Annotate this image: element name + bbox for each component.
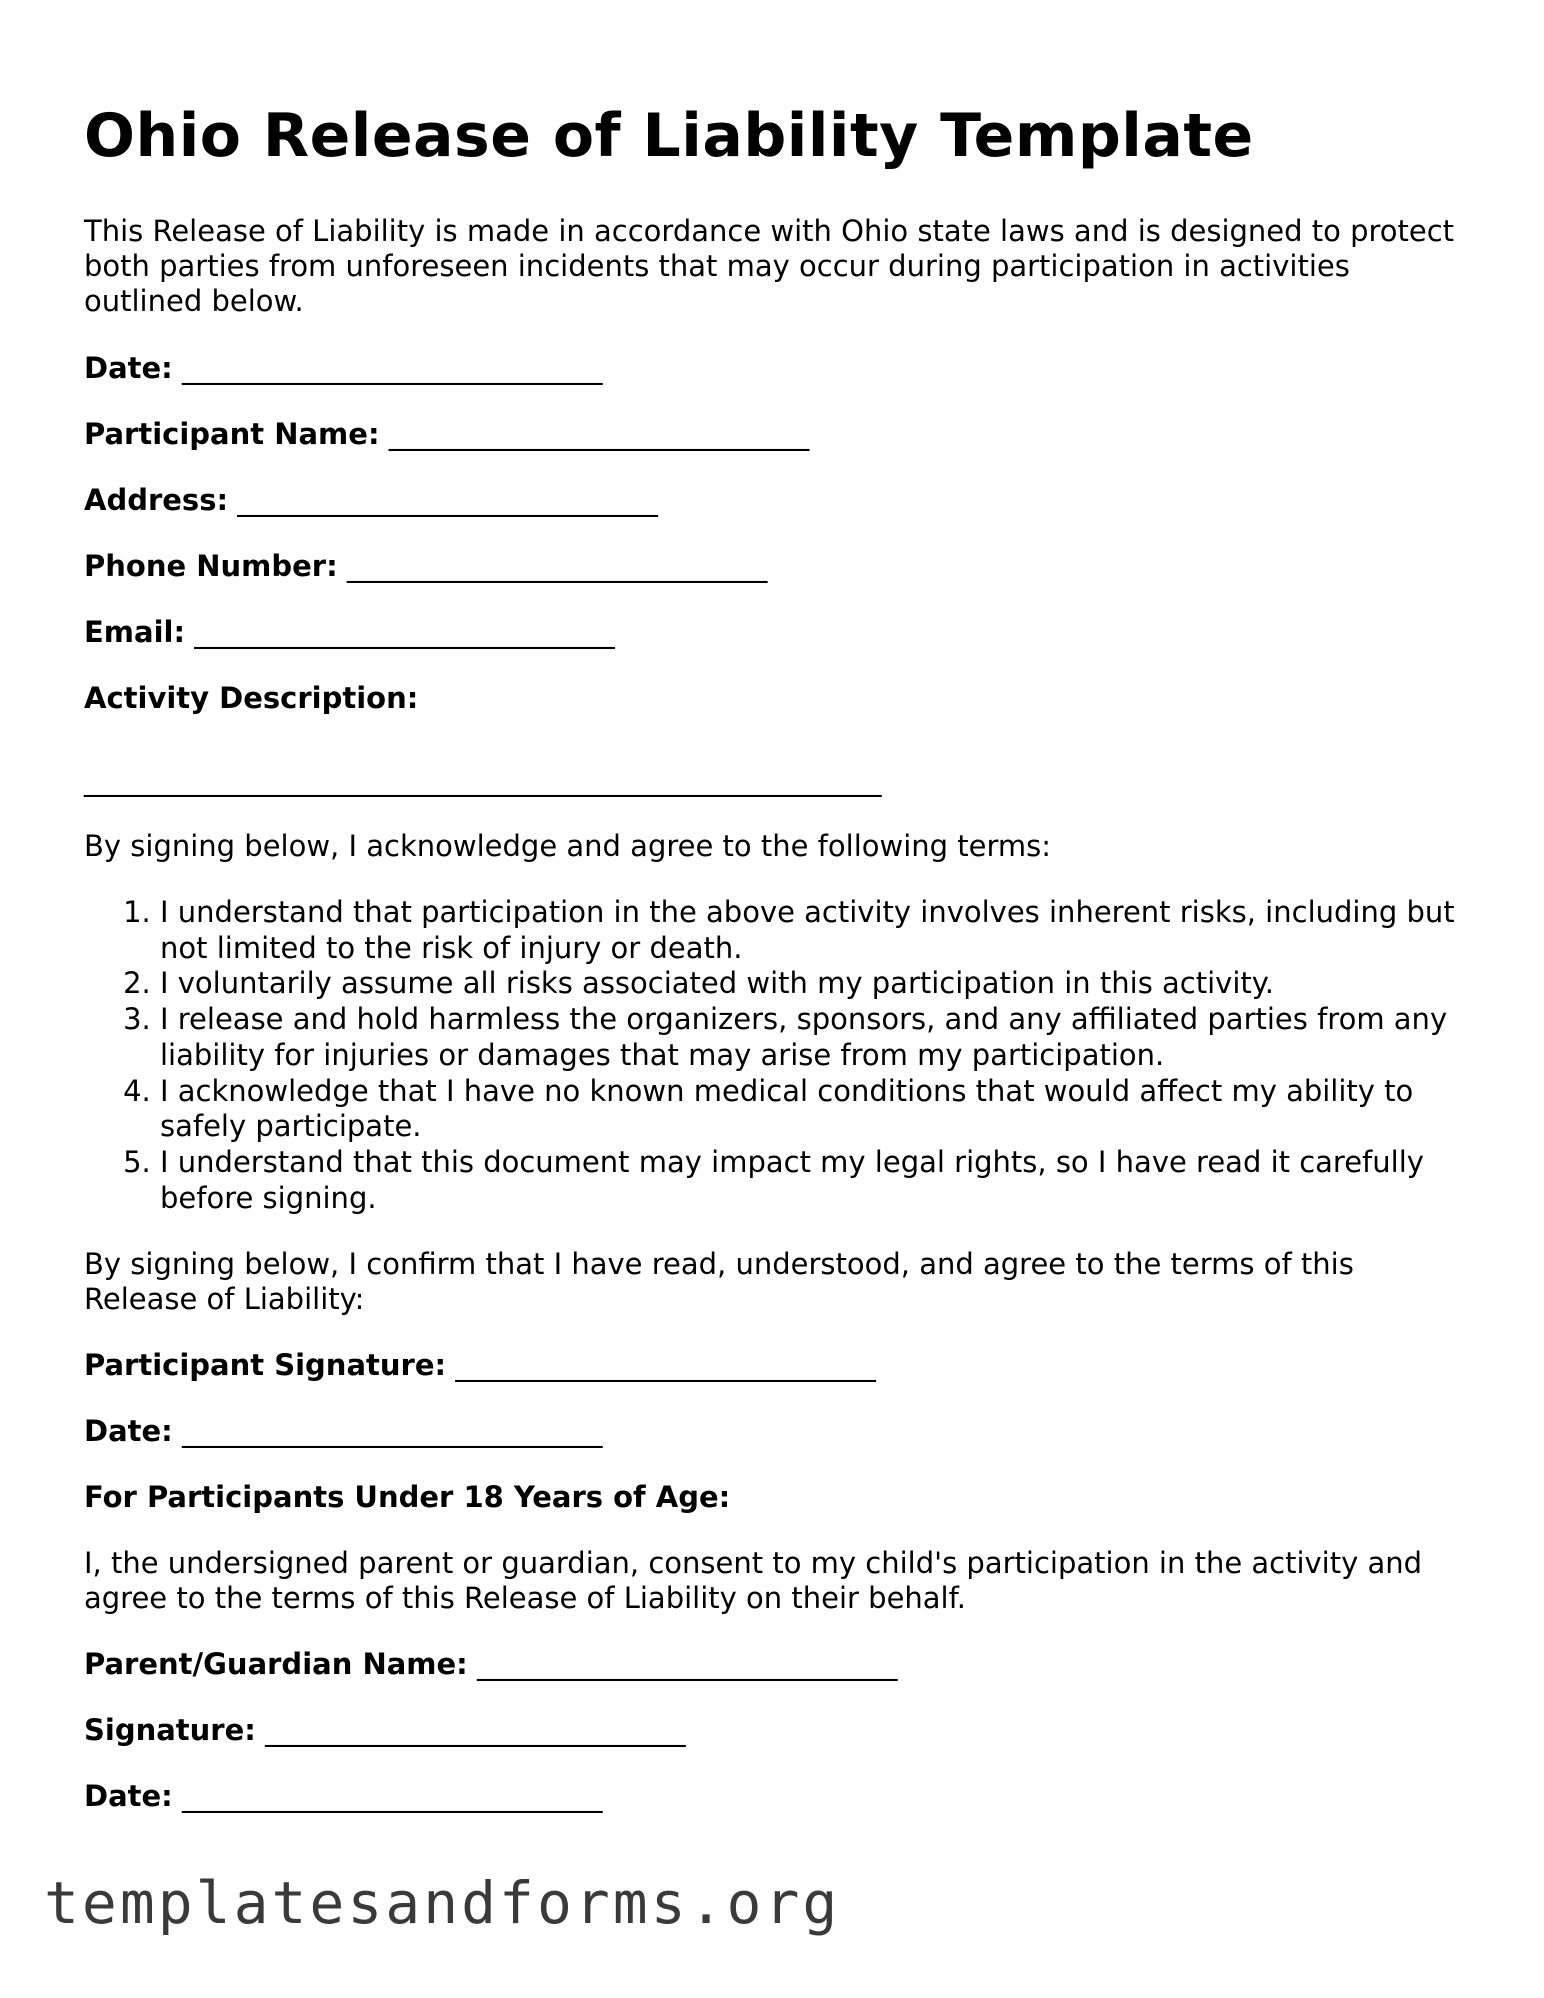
activity-description-blank[interactable]: _______________________________________________________ [84, 763, 882, 797]
guardian-name-field[interactable] [84, 1647, 1464, 1682]
guardian-name-blank[interactable]: _____________________________ [477, 1647, 898, 1682]
guardian-name-label: Parent/Guardian Name: [84, 1647, 468, 1682]
minor-consent-paragraph: I, the undersigned parent or guardian, consent to my child's participation in the activity and agree to the terms of this Release of Liability on their behalf. [84, 1546, 1423, 1616]
participant-name-field[interactable] [84, 417, 1464, 452]
term-item: 3. I release and hold harmless the organizers, sponsors, and any affiliated parties from any liability for injuries or damages that may arise from my participation. [160, 1002, 1464, 1073]
phone-number-field[interactable] [84, 549, 1464, 584]
participant-date-field[interactable] [84, 1414, 1464, 1449]
release-form [84, 100, 1464, 1814]
email-blank[interactable]: _____________________________ [194, 615, 615, 649]
email-label: Email: [84, 615, 186, 649]
address-blank[interactable]: _____________________________ [237, 483, 658, 517]
terms-intro: By signing below, I acknowledge and agree to the following terms: [84, 829, 1052, 863]
phone-number-label: Phone Number: [84, 549, 338, 583]
participant-signature-blank[interactable]: _____________________________ [455, 1348, 876, 1383]
participant-date-blank[interactable]: _____________________________ [182, 1414, 603, 1449]
terms-list [84, 895, 1464, 1216]
date-field[interactable] [84, 351, 1464, 386]
guardian-signature-field[interactable] [84, 1713, 1464, 1748]
participant-name-label: Participant Name: [84, 417, 380, 451]
guardian-signature-blank[interactable]: _____________________________ [265, 1713, 686, 1748]
site-watermark: templatesandforms.org [44, 1869, 841, 1937]
email-field[interactable] [84, 615, 1464, 650]
phone-number-blank[interactable]: _____________________________ [346, 549, 768, 583]
confirm-paragraph: By signing below, I confirm that I have read, understood, and agree to the terms of this Release of Liability: [84, 1247, 1354, 1317]
term-item: 2. I voluntarily assume all risks associated with my participation in this activity. [160, 966, 1464, 1002]
activity-description-field [84, 681, 1464, 716]
participant-signature-field[interactable] [84, 1348, 1464, 1383]
minor-section-heading: For Participants Under 18 Years of Age: [84, 1480, 731, 1515]
term-item: 1. I understand that participation in the above activity involves inherent risks, including but not limited to the risk of injury or death. [160, 895, 1464, 966]
page-title: Ohio Release of Liability Template [84, 101, 1254, 171]
guardian-date-blank[interactable]: _____________________________ [182, 1779, 603, 1814]
guardian-date-field[interactable] [84, 1779, 1464, 1814]
address-field[interactable] [84, 483, 1464, 518]
participant-signature-label: Participant Signature: [84, 1348, 447, 1383]
activity-description-label: Activity Description: [84, 681, 419, 715]
guardian-date-label: Date: [84, 1779, 173, 1814]
date-blank[interactable]: _____________________________ [182, 351, 603, 385]
participant-date-label: Date: [84, 1414, 173, 1449]
term-item: 5. I understand that this document may impact my legal rights, so I have read it carefully before signing. [160, 1145, 1464, 1216]
term-item: 4. I acknowledge that I have no known medical conditions that would affect my ability to safely participate. [160, 1074, 1464, 1145]
date-label: Date: [84, 351, 173, 385]
guardian-signature-label: Signature: [84, 1713, 256, 1748]
participant-name-blank[interactable]: _____________________________ [388, 417, 810, 451]
intro-paragraph: This Release of Liability is made in accordance with Ohio state laws and is designed to protect both parties from unforeseen incidents that may occur during participation in activities outlined below. [84, 214, 1455, 318]
address-label: Address: [84, 483, 229, 517]
